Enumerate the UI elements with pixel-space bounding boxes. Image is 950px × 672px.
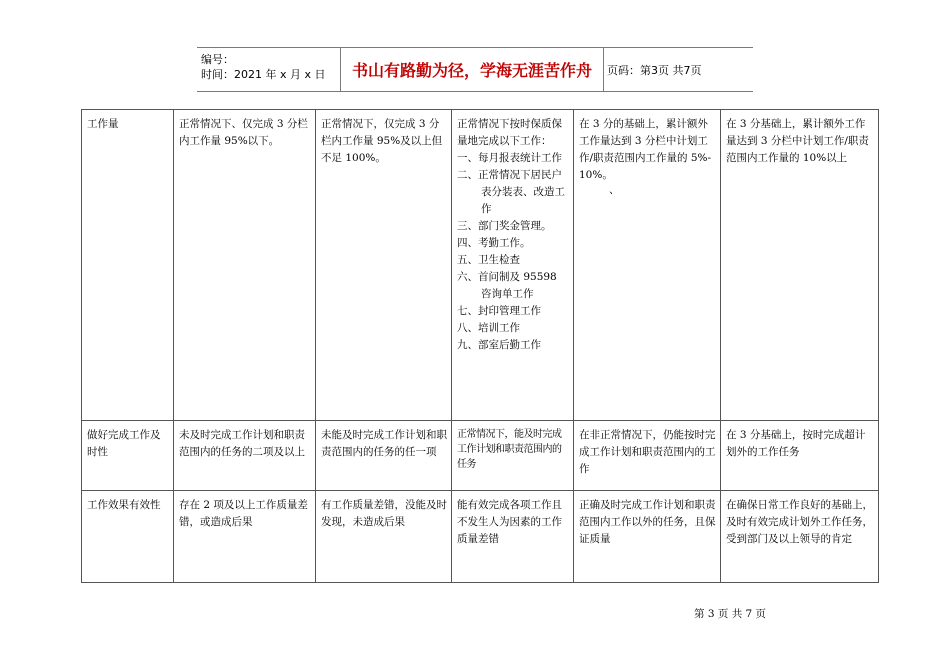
row-label: 做好完成工作及时性 <box>82 421 174 491</box>
list-item: 一、每月报表统计工作 <box>457 152 562 164</box>
table-cell: 有工作质量差错，没能及时发现，未造成后果 <box>316 491 452 583</box>
table-cell: 在 3 分基础上，累计额外工作量达到 3 分栏中计划工作/职责范围内工作量的 10%以上 <box>721 110 879 421</box>
list-item: 五、卫生检查 <box>457 254 520 266</box>
row-label: 工作效果有效性 <box>82 491 174 583</box>
table-cell: 能有效完成各项工作且不发生人为因素的工作质量差错 <box>452 491 574 583</box>
evaluation-table <box>81 109 879 583</box>
stray-mark: 、 <box>609 184 620 196</box>
table-row <box>82 110 879 421</box>
table-cell: 正常情况下，能及时完成工作计划和职责范围内的任务 <box>452 421 574 491</box>
table-cell <box>452 110 574 421</box>
table-cell: 正常情况下，仅完成 3 分栏内工作量 95%及以上但不足 100%。 <box>316 110 452 421</box>
table-cell: 未能及时完成工作计划和职责范围内的任务的任一项 <box>316 421 452 491</box>
table-row <box>82 421 879 491</box>
table-cell: 在非正常情况下，仍能按时完成工作计划和职责范围内的工作 <box>574 421 721 491</box>
table-cell: 在 3 分基础上，按时完成超计划外的工作任务 <box>721 421 879 491</box>
header-meta <box>201 52 341 82</box>
table-cell: 正确及时完成工作计划和职责范围内工作以外的任务，且保证质量 <box>574 491 721 583</box>
document-date: 时间：2021 年 x 月 x 日 <box>201 68 326 81</box>
header-motto: 书山有路勤为径，学海无涯苦作舟 <box>340 48 604 91</box>
page-footer: 第 3 页 共 7 页 <box>694 608 767 620</box>
list-item: 七、封印管理工作 <box>457 305 541 317</box>
table-row <box>82 491 879 583</box>
document-number-label: 编号： <box>201 53 234 66</box>
list-item: 三、部门奖金管理。 <box>457 220 552 232</box>
row-label: 工作量 <box>82 110 174 421</box>
table-cell <box>574 110 721 421</box>
table-cell: 存在 2 项及以上工作质量差错，或造成后果 <box>174 491 316 583</box>
table-cell: 正常情况下、仅完成 3 分栏内工作量 95%以下。 <box>174 110 316 421</box>
table-cell: 未及时完成工作计划和职责范围内的任务的二项及以上 <box>174 421 316 491</box>
list-item: 六、首问制及 95598 咨询单工作 <box>457 271 557 300</box>
list-item: 九、部室后勤工作 <box>457 339 541 351</box>
list-item: 二、正常情况下居民户表分装表、改造工作 <box>457 169 565 215</box>
list-item: 四、考勤工作。 <box>457 237 531 249</box>
page-header <box>197 47 753 92</box>
list-intro: 正常情况下按时保质保量地完成以下工作： <box>457 118 562 147</box>
table-cell: 在确保日常工作良好的基础上，及时有效完成计划外工作任务，受到部门及以上领导的肯定 <box>721 491 879 583</box>
list-item: 八、培训工作 <box>457 322 520 334</box>
cell-text: 在 3 分的基础上，累计额外工作量达到 3 分栏中计划工作/职责范围内工作量的 5%-10%。 <box>579 118 712 181</box>
header-page-info: 页码：第3页 共7页 <box>607 63 702 77</box>
